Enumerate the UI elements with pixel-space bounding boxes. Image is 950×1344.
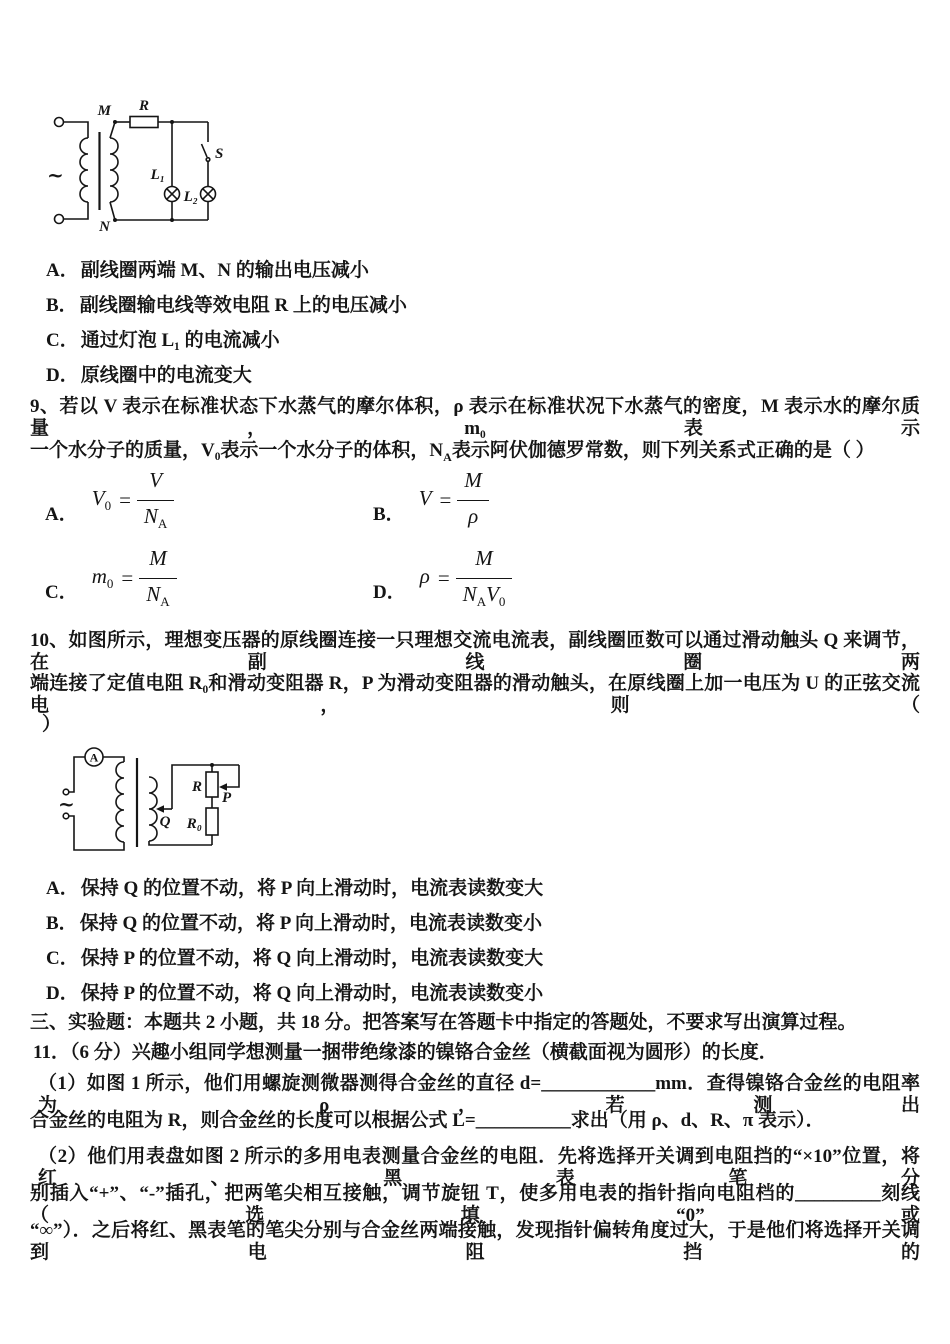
rheostat-R-label: R (191, 779, 202, 795)
tap-Q-label: Q (159, 814, 171, 830)
q10-circuit-figure (52, 740, 302, 865)
q10-text-line2: 端连接了定值电阻 R₀和滑动变阻器 R，P 为滑动变阻器的滑动触头，在原线圈上加一电压为 U 的正弦交流电，则（ (30, 673, 920, 716)
ammeter-label: A (89, 750, 99, 765)
tap-Q-arrowhead (156, 805, 164, 813)
q11-part1-line2: 合金丝的电阻为 R，则合金丝的长度可以根据公式 L=__________求出（用 ρ、d、R、π 表示）． (30, 1110, 825, 1131)
rheostat-R-symbol (206, 772, 218, 797)
q9-option-a: A． $V_0$ = $\frac{V}{N_A}$ (45, 468, 174, 532)
q9-option-c: C． $m_0$ = $\frac{M}{N_A}$ (45, 546, 177, 610)
q8-option-b: B． 副线圈输电线等效电阻 R 上的电压减小 (46, 295, 407, 316)
resistor-R0-symbol (206, 808, 218, 835)
terminal-N-label: N (99, 219, 110, 235)
q9-text-line1: 9、若以 V 表示在标准状态下水蒸气的摩尔体积，ρ 表示在标准状况下水蒸气的密度，M 表示水的摩尔质量，m₀表示 (30, 396, 920, 439)
q8-option-c: C． 通过灯泡 L₁ 的电流减小 (46, 330, 280, 351)
q8-circuit-wires (55, 117, 216, 224)
q11-intro: 11．（6 分）兴趣小组同学想测量一捆带绝缘漆的镍铬合金丝（横截面视为圆形）的长度． (33, 1042, 778, 1063)
q9-text-line2: 一个水分子的质量，V₀表示一个水分子的体积，$N_A$表示阿伏伽德罗常数，则下列关系式正确的是（ ） (30, 440, 875, 464)
resistor-R-label: R (138, 98, 150, 114)
switch-S-label: S (215, 146, 224, 162)
q8-option-a: A． 副线圈两端 M、N 的输出电压减小 (46, 260, 369, 281)
q11-part2-line2: 别插入“+”、“-”插孔，把两笔尖相互接触，调节旋钮 T，使多用电表的指针指向电阻档的_________刻线（选填“0”或 (30, 1183, 920, 1226)
q8-option-d: D． 原线圈中的电流变大 (46, 365, 252, 386)
resistor-R0-label: R₀ (186, 816, 202, 832)
q10-option-a: A． 保持 Q 的位置不动，将 P 向上滑动时，电流表读数变大 (46, 878, 544, 899)
q10-text-line3: ） (42, 714, 62, 735)
q11-part1-line1: （1）如图 1 所示，他们用螺旋测微器测得合金丝的直径 d=____________mm．查得镍铬合金丝的电阻率为 ρ，若测出 (38, 1073, 920, 1116)
lamp-L1-label: L₁ (150, 167, 165, 183)
switch-S-symbol (202, 144, 208, 157)
section3-header: 三、实验题：本题共 2 小题，共 18 分。把答案写在答题卡中指定的答题处，不要求写出演算过程。 (30, 1012, 857, 1033)
q10-option-b: B． 保持 Q 的位置不动，将 P 向上滑动时，电流表读数变小 (46, 913, 543, 934)
q10-text-line1: 10、如图所示，理想变压器的原线圈连接一只理想交流电流表，副线圈匝数可以通过滑动触头 Q 来调节，在副线圈两 (30, 630, 920, 673)
q10-option-c: C． 保持 P 的位置不动，将 Q 向上滑动时，电流表读数变大 (46, 948, 544, 969)
q11-part2-line1: （2）他们用表盘如图 2 所示的多用电表测量合金丝的电阻．先将选择开关调到电阻挡的“×10”位置，将红、黑表笔分 (38, 1146, 920, 1189)
lamp-L2-label: L₂ (183, 189, 198, 205)
q9-option-d: D． ρ = $\frac{M}{N_AV_0}$ (373, 546, 512, 610)
q8-circuit-figure (38, 90, 268, 240)
ac-source-tilde: ~ (58, 792, 75, 816)
resistor-R-symbol (130, 117, 158, 128)
q10-option-d: D． 保持 P 的位置不动，将 Q 向上滑动时，电流表读数变小 (46, 983, 544, 1004)
q9-option-b: B． V = $\frac{M}{\rho}$ (373, 468, 489, 532)
ac-source-tilde: ~ (47, 163, 64, 187)
slider-P-label: P (222, 790, 232, 806)
q11-part2-line3: “∞”）．之后将红、黑表笔的笔尖分别与合金丝两端接触，发现指针偏转角度过大，于是他们将选择开关调到电阻挡的 (30, 1220, 920, 1263)
terminal-M-label: M (97, 103, 111, 119)
